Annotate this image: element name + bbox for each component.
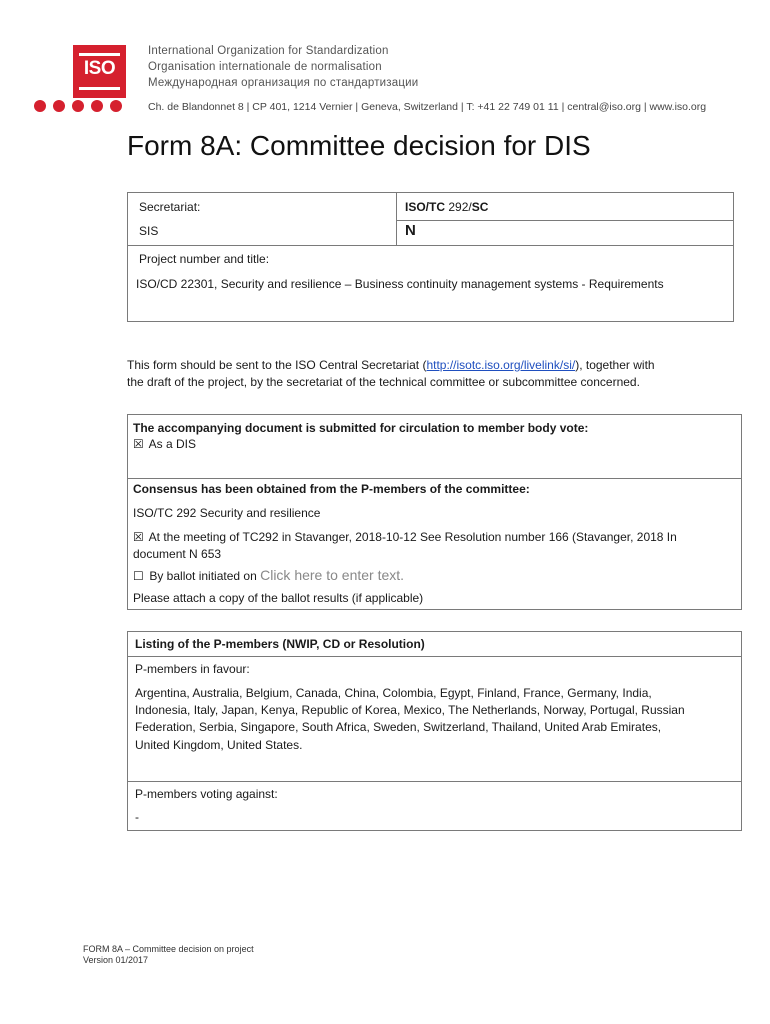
footer-version: Version 01/2017 [83, 955, 149, 965]
org-address: Ch. de Blandonnet 8 | CP 401, 1214 Vernier | Geneva, Switzerland | T: +41 22 749 01 11 | central@iso.org | www.iso.org [148, 101, 707, 113]
logo-line-top [79, 53, 120, 56]
favour-label: P-members in favour: [135, 662, 250, 676]
circulation-heading: The accompanying document is submitted for circulation to member body vote: [133, 421, 589, 435]
dis-checkbox[interactable]: ☒ [133, 437, 144, 451]
dot-icon [53, 100, 65, 112]
org-name-ru: Международная организация по стандартизации [148, 77, 419, 89]
project-value: ISO/CD 22301, Security and resilience – Business continuity management systems - Requirements [136, 277, 664, 291]
org-name-fr: Organisation internationale de normalisation [148, 61, 382, 73]
meeting-text: At the meeting of TC292 in Stavanger, 2018-10-12 See Resolution number 166 (Stavanger, 2018 In [148, 530, 677, 544]
meeting-option [133, 530, 677, 544]
page-title: Form 8A: Committee decision for DIS [127, 130, 591, 161]
intro-text-after: ), together with [575, 358, 655, 372]
listing-divider-2 [127, 781, 742, 782]
dis-label: As a DIS [148, 437, 197, 451]
info-divider-right [396, 220, 734, 221]
isotc-link[interactable]: http://isotc.iso.org/livelink/si/ [426, 358, 576, 372]
committee-name: ISO/TC 292 Security and resilience [133, 506, 321, 520]
listing-heading: Listing of the P-members (NWIP, CD or Resolution) [135, 637, 425, 651]
dot-icon [72, 100, 84, 112]
logo-line-bottom [79, 87, 120, 90]
consensus-heading: Consensus has been obtained from the P-members of the committee: [133, 482, 530, 496]
dot-icon [91, 100, 103, 112]
secretariat-value: SIS [139, 224, 159, 238]
committee-tc: /TC [425, 200, 446, 214]
attach-note: Please attach a copy of the ballot results (if applicable) [133, 591, 424, 605]
meeting-text-continued: document N 653 [133, 547, 222, 561]
info-divider-horizontal [127, 245, 734, 246]
ballot-checkbox[interactable]: ☐ [133, 569, 144, 583]
against-value: - [135, 810, 139, 824]
against-label: P-members voting against: [135, 787, 278, 801]
intro-line-1 [127, 358, 655, 372]
favour-line: Federation, Serbia, Singapore, South Africa, Sweden, Switzerland, Thailand, United Arab Emirates, [135, 720, 662, 734]
committee-number: 292/ [445, 200, 472, 214]
dot-icon [34, 100, 46, 112]
favour-line: Indonesia, Italy, Japan, Kenya, Republic of Korea, Mexico, The Netherlands, Norway, Portugal, Russian [135, 703, 685, 717]
ballot-date-field[interactable]: Click here to enter text. [260, 567, 405, 583]
meeting-checkbox[interactable]: ☒ [133, 530, 144, 544]
ballot-label: By ballot initiated on [149, 569, 257, 583]
favour-line: Argentina, Australia, Belgium, Canada, China, Colombia, Egypt, Finland, France, Germany, India, [135, 686, 652, 700]
footer-form-name: FORM 8A – Committee decision on project [83, 944, 254, 954]
favour-line: United Kingdom, United States. [135, 738, 303, 752]
iso-logo [73, 45, 126, 98]
committee-iso: ISO [405, 200, 426, 214]
ballot-option [133, 567, 404, 583]
project-label: Project number and title: [139, 252, 270, 266]
dis-option [133, 437, 196, 451]
committee-sc: SC [471, 200, 489, 214]
secretariat-label: Secretariat: [139, 200, 201, 214]
logo-text: ISO [83, 58, 116, 79]
listing-divider-1 [127, 656, 742, 657]
committee-n: N [405, 222, 416, 239]
info-divider-vertical [396, 192, 397, 245]
dot-icon [110, 100, 122, 112]
circulation-divider [127, 478, 742, 479]
committee-reference [405, 200, 488, 214]
intro-line-2: the draft of the project, by the secretariat of the technical committee or subcommittee concerned. [127, 375, 640, 389]
intro-text-before: This form should be sent to the ISO Central Secretariat ( [127, 358, 427, 372]
org-name-en: International Organization for Standardization [148, 45, 389, 57]
